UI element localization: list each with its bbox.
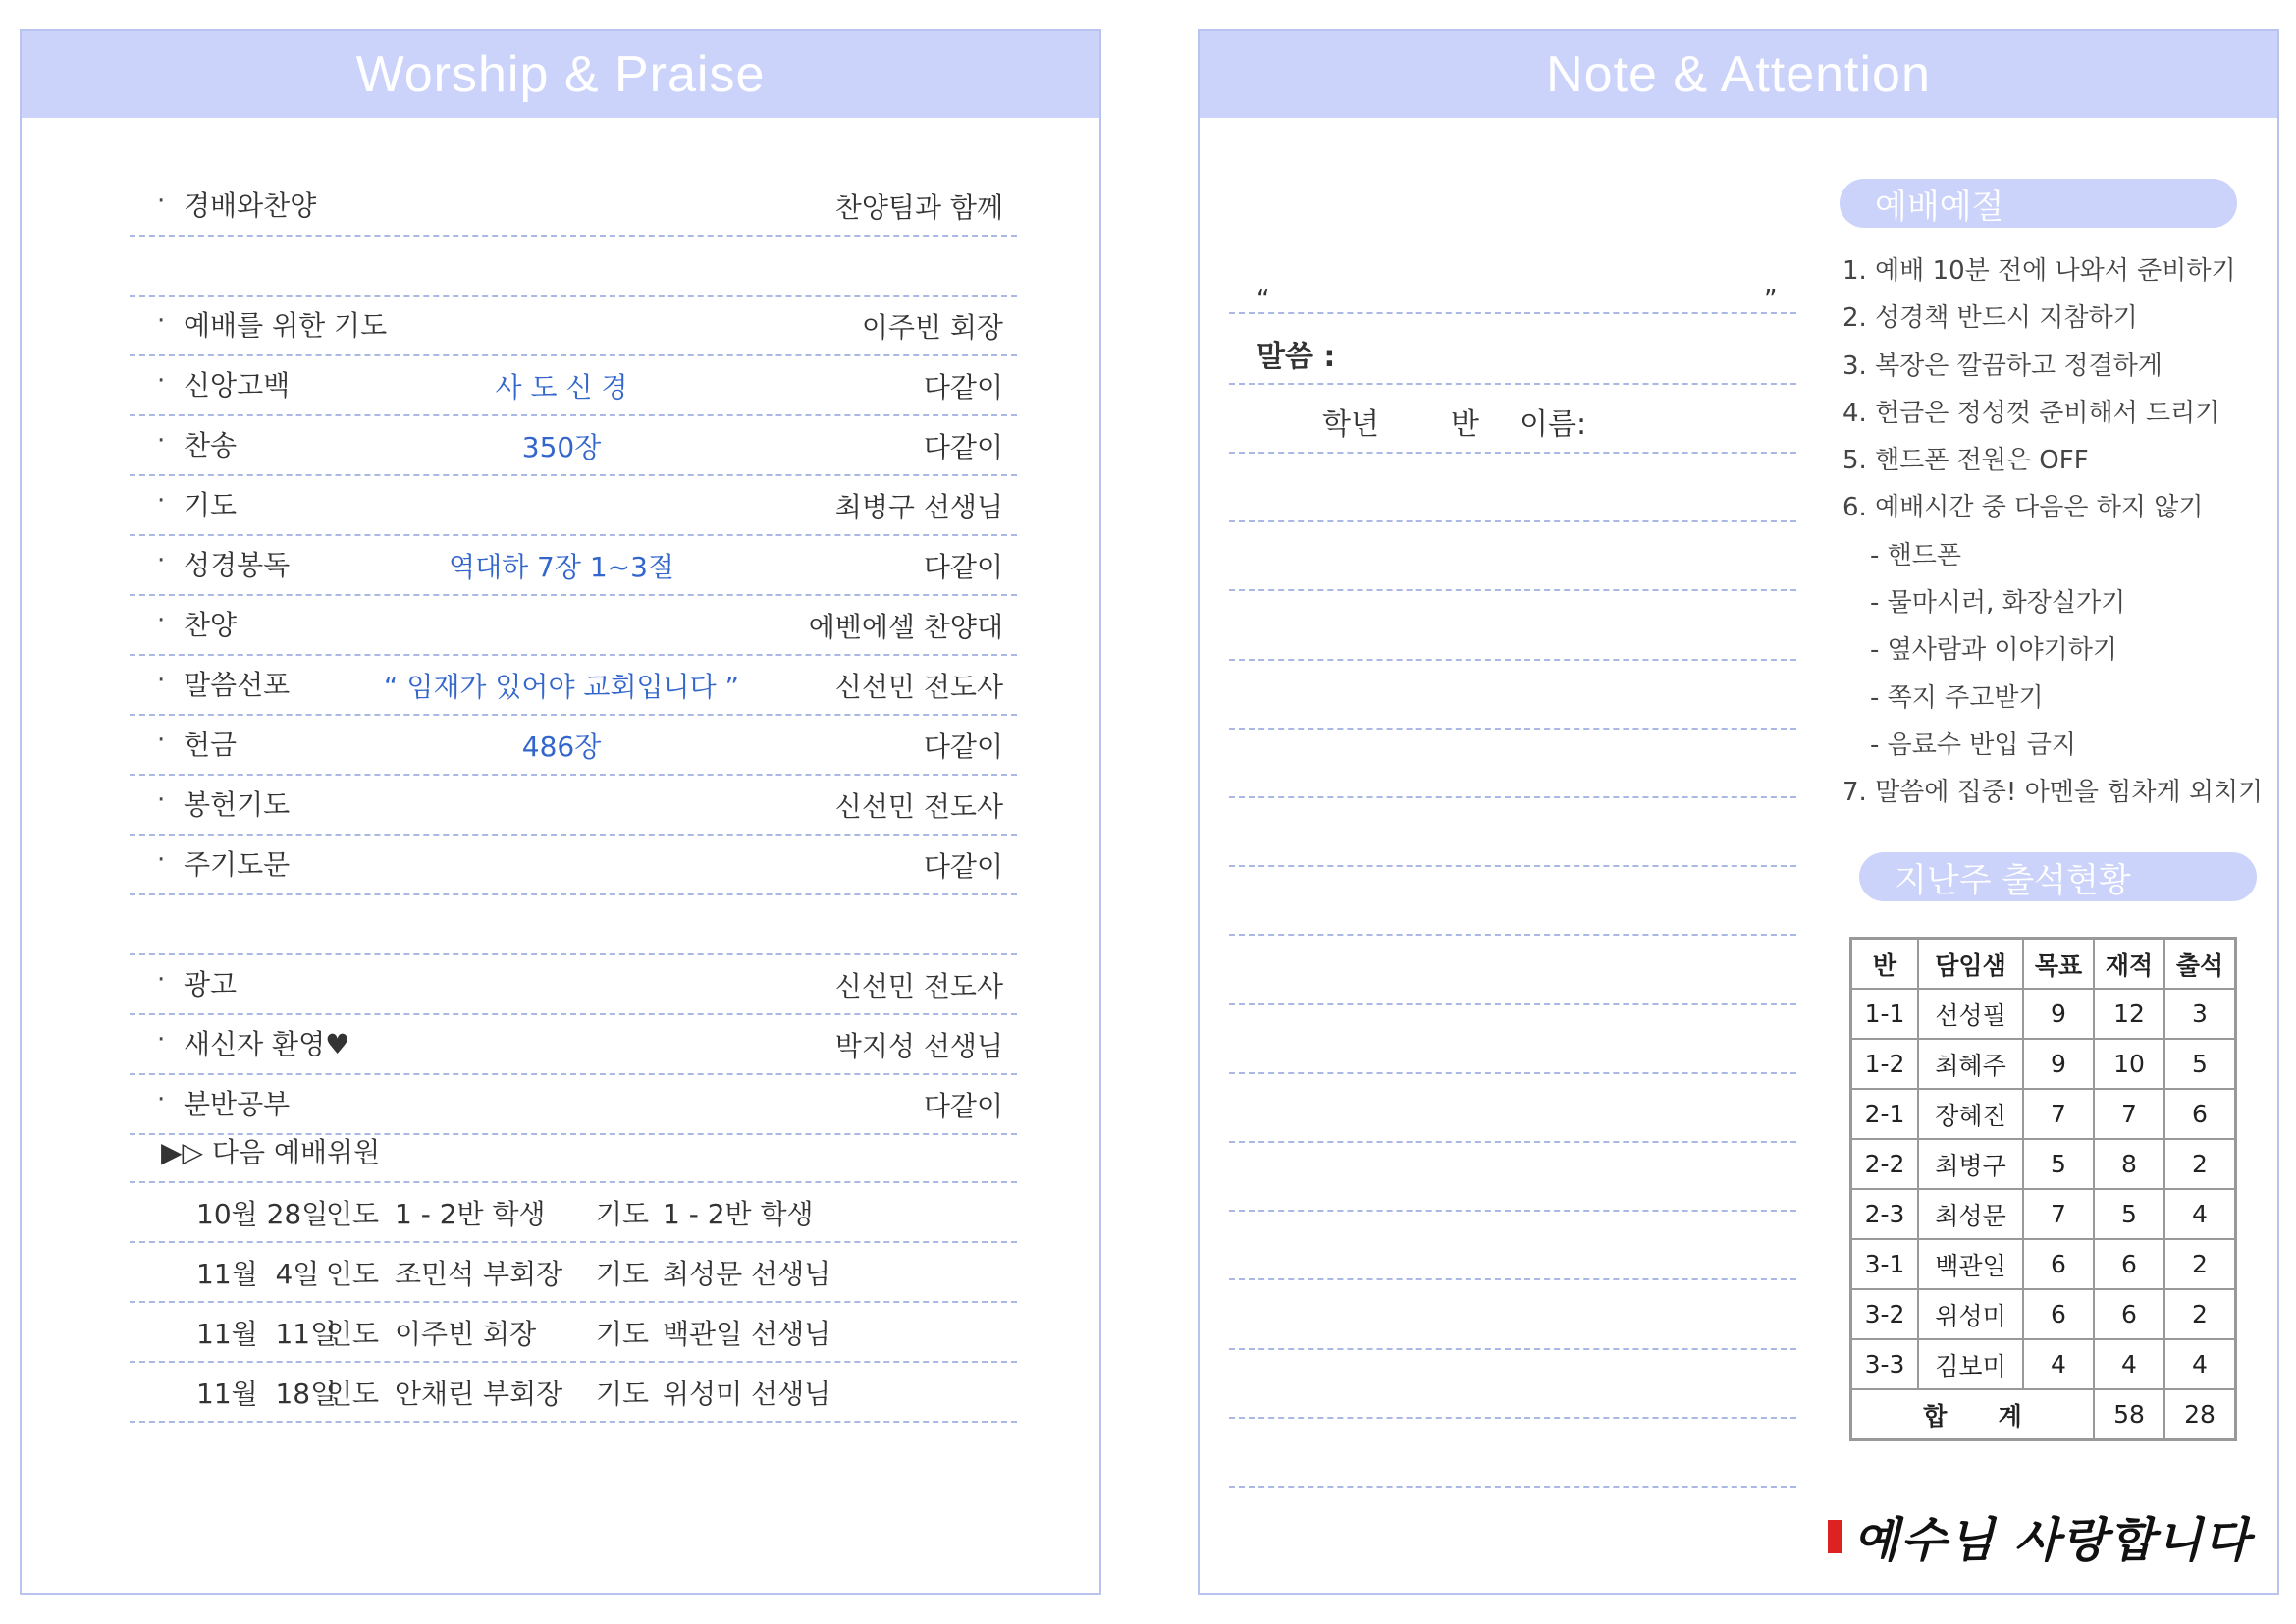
attendance-cell: 6	[2023, 1239, 2094, 1289]
signature-text: 예수님 사랑합니다	[1853, 1513, 2252, 1568]
bullet-dot: ·	[157, 1025, 166, 1055]
order-item-detail: 역대하 7장 1~3절	[449, 551, 674, 583]
attendance-row	[1851, 1189, 2236, 1239]
order-item-label: 헌금	[184, 729, 238, 761]
next-date: 11월 18일	[196, 1378, 338, 1410]
etiquette-item: 7. 말씀에 집중! 아멘을 힘차게 외치기	[1842, 778, 2264, 808]
etiquette-title-pill	[1840, 179, 2237, 228]
pray-name: 위성미 선생님	[663, 1378, 831, 1410]
next-worship-row	[130, 1303, 1017, 1363]
attendance-total-label: 합 계	[1851, 1389, 2095, 1440]
attendance-total-enrolled: 58	[2094, 1389, 2164, 1440]
attendance-cell: 12	[2094, 989, 2164, 1039]
note-line	[1229, 520, 1796, 522]
attendance-cell: 2-2	[1851, 1139, 1919, 1189]
attendance-cell: 3-3	[1851, 1339, 1919, 1389]
etiquette-title: 예배예절	[1875, 187, 2004, 227]
pray-label: 기도	[596, 1318, 650, 1350]
bullet-dot: ·	[157, 666, 166, 695]
etiquette-item: - 핸드폰	[1870, 540, 1961, 570]
bullet-dot: ·	[157, 546, 166, 575]
order-row	[130, 177, 1017, 237]
worship-title: Worship & Praise	[355, 46, 766, 103]
next-worship-title-row	[130, 1123, 1017, 1183]
order-item-leader: 이주빈 회장	[861, 311, 1003, 344]
order-item-label: 경배와찬양	[184, 189, 317, 222]
attendance-cell: 7	[2023, 1089, 2094, 1139]
attendance-header-cell: 재적	[2094, 939, 2164, 990]
attendance-cell: 7	[2023, 1189, 2094, 1239]
attendance-cell: 최성문	[1918, 1189, 2023, 1239]
etiquette-item: 5. 핸드폰 전원은 OFF	[1842, 446, 2089, 476]
pray-label: 기도	[596, 1258, 650, 1290]
order-item-leader: 신선민 전도사	[834, 790, 1003, 823]
bullet-dot: ·	[157, 486, 166, 515]
order-item-leader: 다같이	[923, 431, 1003, 463]
note-line	[1229, 1210, 1796, 1212]
attendance-row	[1851, 989, 2236, 1039]
attendance-cell: 5	[2023, 1139, 2094, 1189]
next-worship-row	[130, 1363, 1017, 1423]
bullet-dot: ·	[157, 726, 166, 755]
attendance-cell: 위성미	[1918, 1289, 2023, 1339]
order-row	[130, 776, 1017, 836]
note-line	[1229, 1348, 1796, 1350]
note-line	[1229, 728, 1796, 730]
class-label: 반	[1451, 407, 1479, 442]
etiquette-item: 4. 헌금은 정성껏 준비해서 드리기	[1842, 398, 2220, 428]
order-item-detail: 350장	[521, 431, 602, 463]
attendance-cell: 4	[2094, 1339, 2164, 1389]
attendance-cell: 2	[2164, 1139, 2236, 1189]
attendance-cell: 6	[2164, 1089, 2236, 1139]
lead-name: 안채린 부회장	[395, 1378, 563, 1410]
order-item-leader: 신선민 전도사	[834, 671, 1003, 703]
order-item-label: 말씀선포	[184, 669, 291, 701]
lead-label: 인도	[326, 1378, 380, 1410]
order-item-detail: 사 도 신 경	[495, 371, 628, 404]
attendance-row	[1851, 1239, 2236, 1289]
note-line	[1229, 659, 1796, 661]
attendance-cell: 2	[2164, 1239, 2236, 1289]
attendance-row	[1851, 1289, 2236, 1339]
bullet-dot: ·	[157, 366, 166, 396]
etiquette-item: 3. 복장은 깔끔하고 정결하게	[1842, 351, 2163, 381]
bullet-dot: ·	[157, 785, 166, 815]
quote-open-mark: “	[1256, 285, 1270, 314]
attendance-header-cell: 목표	[2023, 939, 2094, 990]
note-line	[1229, 1417, 1796, 1419]
note-line	[1229, 383, 1796, 385]
attendance-header-row	[1851, 939, 2236, 990]
order-row	[130, 955, 1017, 1015]
order-item-label: 분반공부	[184, 1088, 291, 1120]
order-row	[130, 1015, 1017, 1075]
note-line	[1229, 1141, 1796, 1143]
etiquette-item: - 쪽지 주고받기	[1870, 682, 2044, 713]
attendance-cell: 2	[2164, 1289, 2236, 1339]
attendance-cell: 7	[2094, 1089, 2164, 1139]
attendance-cell: 4	[2023, 1339, 2094, 1389]
order-item-leader: 에벤에셀 찬양대	[808, 611, 1003, 643]
order-item-detail: “ 임재가 있어야 교회입니다 ”	[383, 671, 740, 703]
attendance-cell: 6	[2094, 1289, 2164, 1339]
note-line	[1229, 934, 1796, 936]
lead-name: 조민석 부회장	[395, 1258, 563, 1290]
worship-header	[22, 31, 1099, 118]
next-date: 11월 4일	[196, 1258, 320, 1290]
order-item-label: 성경봉독	[184, 549, 291, 581]
order-item-leader: 다같이	[923, 371, 1003, 404]
attendance-cell: 8	[2094, 1139, 2164, 1189]
next-worship-row	[130, 1183, 1017, 1243]
name-label: 이름:	[1520, 407, 1587, 442]
attendance-cell: 3-1	[1851, 1239, 1919, 1289]
order-row	[130, 716, 1017, 776]
attendance-row	[1851, 1139, 2236, 1189]
note-header	[1200, 31, 2277, 118]
bullet-dot: ·	[157, 426, 166, 456]
note-line	[1229, 1278, 1796, 1280]
order-row	[130, 297, 1017, 356]
etiquette-item: 2. 성경책 반드시 지참하기	[1842, 303, 2138, 334]
attendance-cell: 4	[2164, 1339, 2236, 1389]
pray-name: 백관일 선생님	[663, 1318, 831, 1350]
order-row	[130, 836, 1017, 895]
attendance-title-pill	[1859, 852, 2257, 901]
pray-name: 1 - 2반 학생	[663, 1198, 814, 1230]
attendance-cell: 10	[2094, 1039, 2164, 1089]
bullet-dot: ·	[157, 606, 166, 635]
next-worship-title: ▶▷ 다음 예배위원	[161, 1136, 381, 1168]
order-row	[130, 656, 1017, 716]
quote-close-mark: ”	[1764, 285, 1778, 314]
order-item-leader: 다같이	[923, 1090, 1003, 1122]
order-item-leader: 찬양팀과 함께	[834, 191, 1003, 224]
order-item-detail: 486장	[521, 731, 602, 763]
attendance-cell: 3-2	[1851, 1289, 1919, 1339]
order-row	[130, 895, 1017, 955]
lead-label: 인도	[326, 1258, 380, 1290]
next-worship-row	[130, 1243, 1017, 1303]
red-seal-stamp	[1828, 1520, 1842, 1553]
order-item-label: 찬송	[184, 429, 238, 461]
order-item-label: 찬양	[184, 609, 238, 641]
attendance-title: 지난주 출석현황	[1895, 860, 2131, 900]
attendance-cell: 4	[2164, 1189, 2236, 1239]
attendance-cell: 9	[2023, 1039, 2094, 1089]
attendance-cell: 백관일	[1918, 1239, 2023, 1289]
note-line	[1229, 1072, 1796, 1074]
order-item-label: 주기도문	[184, 848, 291, 881]
etiquette-item: - 물마시러, 화장실가기	[1870, 588, 2126, 619]
note-line	[1229, 452, 1796, 454]
attendance-cell: 1-2	[1851, 1039, 1919, 1089]
lead-label: 인도	[326, 1318, 380, 1350]
lead-label: 인도	[326, 1198, 380, 1230]
attendance-cell: 최병구	[1918, 1139, 2023, 1189]
attendance-row	[1851, 1039, 2236, 1089]
attendance-cell: 5	[2164, 1039, 2236, 1089]
attendance-total-attended: 28	[2164, 1389, 2236, 1440]
grade-label: 학년	[1322, 407, 1379, 442]
bullet-dot: ·	[157, 965, 166, 995]
attendance-cell: 6	[2023, 1289, 2094, 1339]
bullet-dot: ·	[157, 306, 166, 336]
etiquette-item: 6. 예배시간 중 다음은 하지 않기	[1842, 493, 2204, 523]
note-line	[1229, 589, 1796, 591]
bullet-dot: ·	[157, 187, 166, 216]
order-item-label: 광고	[184, 968, 238, 1001]
attendance-table	[1849, 937, 2237, 1441]
next-date: 11월 11일	[196, 1318, 338, 1350]
signature-calligraphy	[1828, 1489, 2260, 1583]
attendance-cell: 2-1	[1851, 1089, 1919, 1139]
sermon-label: 말씀 :	[1256, 340, 1336, 374]
bullet-dot: ·	[157, 1085, 166, 1114]
etiquette-item: - 옆사람과 이야기하기	[1870, 635, 2117, 666]
attendance-total-row	[1851, 1389, 2236, 1440]
bullet-dot: ·	[157, 845, 166, 875]
attendance-header-cell: 담임샘	[1918, 939, 2023, 990]
order-item-label: 봉헌기도	[184, 788, 291, 821]
order-row	[130, 237, 1017, 297]
order-item-label: 신앙고백	[184, 369, 291, 402]
order-item-leader: 다같이	[923, 850, 1003, 883]
attendance-row	[1851, 1089, 2236, 1139]
lead-name: 1 - 2반 학생	[395, 1198, 546, 1230]
note-line	[1229, 312, 1796, 314]
attendance-header-cell: 출석	[2164, 939, 2236, 990]
worship-panel	[20, 29, 1101, 1595]
order-item-leader: 박지성 선생님	[834, 1030, 1003, 1062]
etiquette-item: - 음료수 반입 금지	[1870, 730, 2076, 760]
etiquette-list	[1842, 247, 2265, 817]
order-row	[130, 356, 1017, 416]
attendance-cell: 1-1	[1851, 989, 1919, 1039]
attendance-cell: 2-3	[1851, 1189, 1919, 1239]
attendance-cell: 최혜주	[1918, 1039, 2023, 1089]
attendance-cell: 9	[2023, 989, 2094, 1039]
attendance-header-cell: 반	[1851, 939, 1919, 990]
note-panel	[1198, 29, 2279, 1595]
order-item-leader: 다같이	[923, 731, 1003, 763]
attendance-cell: 5	[2094, 1189, 2164, 1239]
order-row	[130, 476, 1017, 536]
order-item-leader: 신선민 전도사	[834, 970, 1003, 1002]
note-line	[1229, 796, 1796, 798]
attendance-cell: 장혜진	[1918, 1089, 2023, 1139]
pray-name: 최성문 선생님	[663, 1258, 831, 1290]
order-item-label: 새신자 환영♥	[184, 1028, 350, 1060]
pray-label: 기도	[596, 1378, 650, 1410]
lead-name: 이주빈 회장	[395, 1318, 537, 1350]
note-line	[1229, 1003, 1796, 1005]
attendance-cell: 선성필	[1918, 989, 2023, 1039]
note-line	[1229, 1486, 1796, 1488]
attendance-cell: 3	[2164, 989, 2236, 1039]
note-line	[1229, 865, 1796, 867]
order-row	[130, 416, 1017, 476]
order-row	[130, 596, 1017, 656]
order-item-leader: 최병구 선생님	[834, 491, 1003, 523]
order-row	[130, 536, 1017, 596]
attendance-cell: 김보미	[1918, 1339, 2023, 1389]
pray-label: 기도	[596, 1198, 650, 1230]
order-item-leader: 다같이	[923, 551, 1003, 583]
order-item-label: 예배를 위한 기도	[184, 309, 388, 342]
order-item-label: 기도	[184, 489, 238, 521]
attendance-row	[1851, 1339, 2236, 1389]
note-title: Note & Attention	[1546, 46, 1931, 103]
next-date: 10월 28일	[196, 1198, 329, 1230]
attendance-cell: 6	[2094, 1239, 2164, 1289]
etiquette-item: 1. 예배 10분 전에 나와서 준비하기	[1842, 256, 2236, 286]
